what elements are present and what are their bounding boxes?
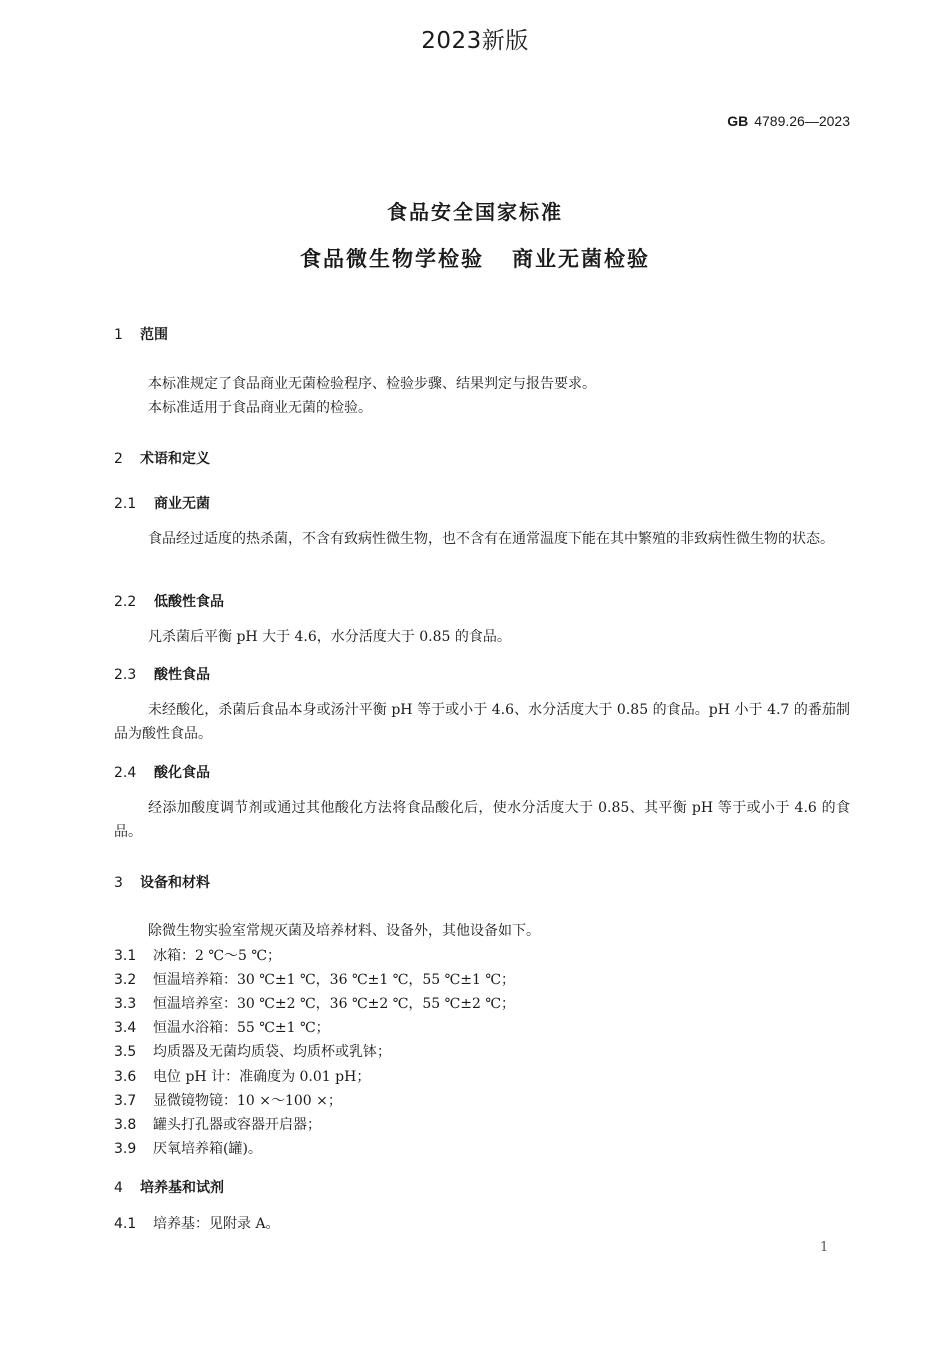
- subsection-2-2-heading: [114, 591, 224, 611]
- paragraph: 除微生物实验室常规灭菌及培养材料、设备外，其他设备如下。: [148, 923, 540, 939]
- item-text: 冰箱：2 ℃～5 ℃；: [153, 948, 282, 964]
- list-item: [114, 1066, 370, 1086]
- document-title: 食品安全国家标准: [387, 200, 563, 224]
- standard-prefix: GB: [727, 113, 749, 129]
- list-item: [114, 1017, 330, 1037]
- definition-text: 未经酸化，杀菌后食品本身或汤汁平衡 pH 等于或小于 4.6、水分活度大于 0.85 的食品。pH 小于 4.7 的番茄制品为酸性食品。: [114, 702, 850, 742]
- standard-number: [727, 113, 850, 129]
- item-text: 厌氧培养箱(罐)。: [153, 1141, 262, 1157]
- page-number: 1: [820, 1240, 829, 1255]
- list-item: [114, 993, 515, 1013]
- item-text: 均质器及无菌均质袋、均质杯或乳钵；: [153, 1044, 391, 1060]
- edition-banner: 2023新版: [421, 28, 529, 54]
- item-text: 罐头打孔器或容器开启器；: [153, 1117, 321, 1133]
- list-item: [114, 1213, 280, 1233]
- subsection-title: 酸性食品: [154, 667, 210, 683]
- subsection-title: 低酸性食品: [154, 594, 224, 610]
- list-item: [114, 969, 515, 989]
- subsection-title: 酸化食品: [154, 765, 210, 781]
- subtitle-part-1: 食品微生物学检验: [300, 247, 484, 271]
- paragraph: 本标准规定了食品商业无菌检验程序、检验步骤、结果判定与报告要求。: [148, 376, 596, 392]
- section-number: 4: [114, 1180, 123, 1196]
- section-title: 术语和定义: [140, 451, 210, 467]
- item-number: 3.5: [114, 1044, 137, 1060]
- paragraph: 本标准适用于食品商业无菌的检验。: [148, 400, 372, 416]
- item-text: 恒温培养箱：30 ℃±1 ℃，36 ℃±1 ℃，55 ℃±1 ℃；: [153, 972, 516, 988]
- item-number: 3.1: [114, 948, 137, 964]
- item-text: 恒温水浴箱：55 ℃±1 ℃；: [153, 1020, 330, 1036]
- definition-text: 凡杀菌后平衡 pH 大于 4.6，水分活度大于 0.85 的食品。: [148, 629, 511, 645]
- item-number: 3.2: [114, 972, 137, 988]
- section-number: 2: [114, 451, 123, 467]
- list-item: [114, 1114, 321, 1134]
- subsection-2-3-heading: [114, 664, 210, 684]
- item-number: 3.3: [114, 996, 137, 1012]
- item-text: 电位 pH 计：准确度为 0.01 pH；: [153, 1069, 371, 1085]
- list-item: [114, 945, 281, 965]
- subsection-number: 2.4: [114, 765, 137, 781]
- subsection-number: 2.1: [114, 496, 137, 512]
- item-number: 3.8: [114, 1117, 137, 1133]
- item-number: 3.4: [114, 1020, 137, 1036]
- section-4-heading: [114, 1177, 224, 1197]
- item-number: 3.6: [114, 1069, 137, 1085]
- document-subtitle: [0, 243, 950, 273]
- subsection-title: 商业无菌: [154, 496, 210, 512]
- section-title: 设备和材料: [140, 875, 210, 891]
- subsection-number: 2.3: [114, 667, 137, 683]
- list-item: [114, 1138, 262, 1158]
- list-item: [114, 1090, 342, 1110]
- item-text: 显微镜物镜：10 ×～100 ×；: [153, 1093, 342, 1109]
- section-2-heading: [114, 448, 210, 468]
- item-number: 3.9: [114, 1141, 137, 1157]
- list-item: [114, 1041, 391, 1061]
- item-text: 培养基：见附录 A。: [153, 1216, 280, 1232]
- section-title: 培养基和试剂: [140, 1180, 224, 1196]
- section-number: 1: [114, 327, 123, 343]
- subsection-number: 2.2: [114, 594, 137, 610]
- definition-text: 经添加酸度调节剂或通过其他酸化方法将食品酸化后，使水分活度大于 0.85、其平衡 pH 等于或小于 4.6 的食品。: [114, 800, 850, 840]
- item-number: 3.7: [114, 1093, 137, 1109]
- definition-text: 食品经过适度的热杀菌，不含有致病性微生物，也不含有在通常温度下能在其中繁殖的非致病性微生物的状态。: [148, 531, 834, 547]
- subsection-2-1-heading: [114, 493, 210, 513]
- standard-code: 4789.26—2023: [754, 113, 850, 129]
- section-1-heading: [114, 324, 168, 344]
- section-number: 3: [114, 875, 123, 891]
- subsection-2-4-heading: [114, 762, 210, 782]
- subtitle-part-2: 商业无菌检验: [512, 247, 650, 271]
- section-title: 范围: [140, 327, 168, 343]
- section-3-heading: [114, 872, 210, 892]
- item-text: 恒温培养室：30 ℃±2 ℃，36 ℃±2 ℃，55 ℃±2 ℃；: [153, 996, 516, 1012]
- item-number: 4.1: [114, 1216, 137, 1232]
